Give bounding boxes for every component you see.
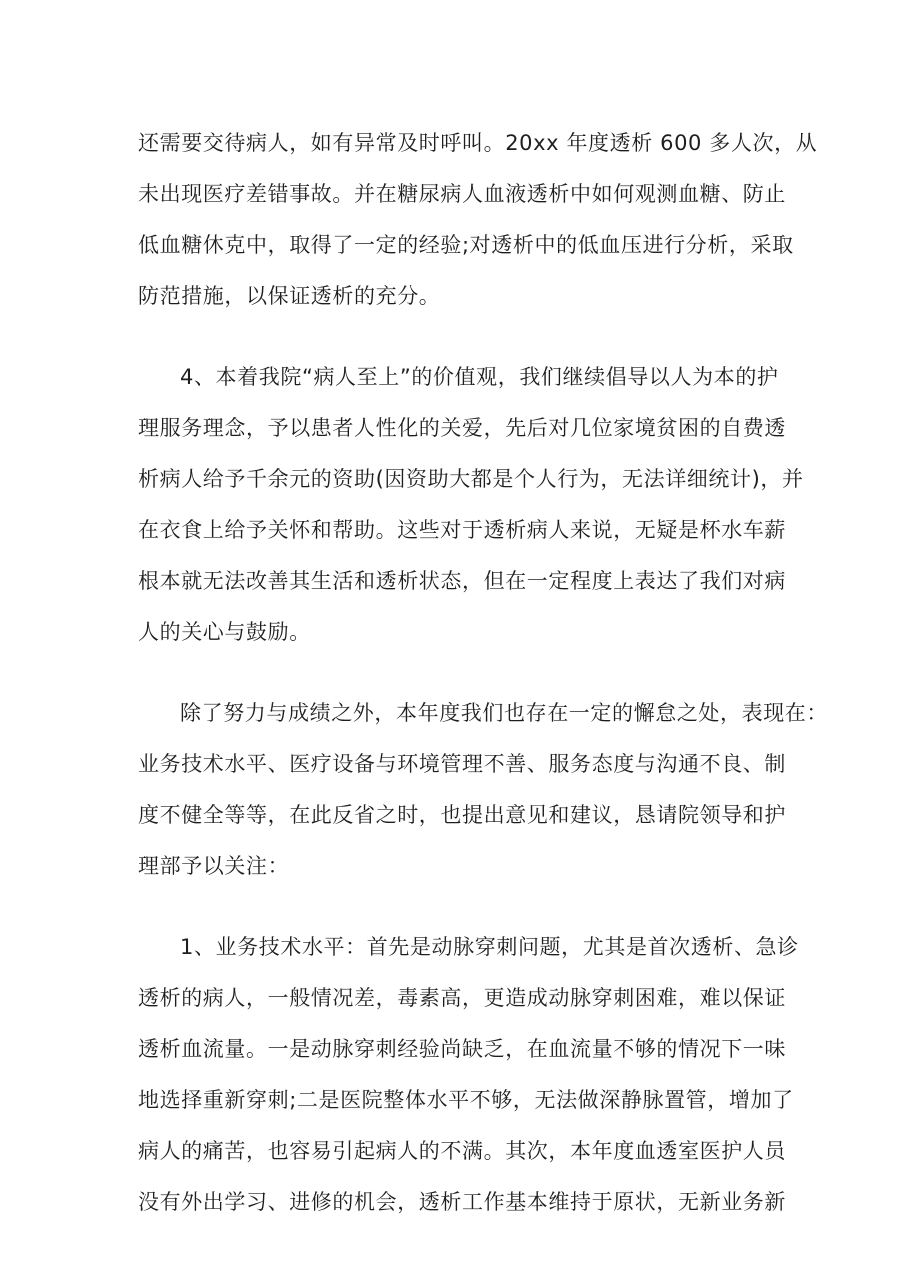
text-line: 低血糖休克中，取得了一定的经验;对透析中的低血压进行分析，采取 [138,233,794,257]
paragraph-4 [138,922,799,1228]
text-line: 1、业务技术水平：首先是动脉穿刺问题，尤其是首次透析、急诊 [180,935,799,959]
text-line: 人的关心与鼓励。 [138,620,311,644]
text-line: 透析血流量。一是动脉穿刺经验尚缺乏，在血流量不够的情况下一味 [138,1037,786,1061]
paragraph-gap [138,892,778,922]
text-line: 地选择重新穿刺;二是医院整体水平不够，无法做深静脉置管，增加了 [138,1088,794,1112]
text-line: 根本就无法改善其生活和透析状态，但在一定程度上表达了我们对病 [138,569,786,593]
text-line: 4、本着我院“病人至上”的价值观，我们继续倡导以人为本的护 [180,365,779,389]
document-body [138,118,828,1228]
text-line: 度不健全等等，在此反省之时，也提出意见和建议，恳请院领导和护 [138,803,786,827]
text-line: 还需要交待病人，如有异常及时呼叫。20xx 年度透析 600 多人次，从 [138,131,818,155]
text-line: 除了努力与成绩之外，本年度我们也存在一定的懈怠之处，表现在： [180,701,828,725]
text-line: 析病人给予千余元的资助(因资助大都是个人行为，无法详细统计)，并 [138,467,804,491]
paragraph-2 [138,352,804,658]
paragraph-gap [138,322,778,352]
text-line: 防范措施，以保证透析的充分。 [138,284,441,308]
paragraph-3 [138,688,828,892]
text-line: 未出现医疗差错事故。并在糖尿病人血液透析中如何观测血糖、防止 [138,182,786,206]
text-line: 业务技术水平、医疗设备与环境管理不善、服务态度与沟通不良、制 [138,752,786,776]
paragraph-1 [138,118,818,322]
text-line: 透析的病人，一般情况差，毒素高，更造成动脉穿刺困难，难以保证 [138,986,786,1010]
text-line: 在衣食上给予关怀和帮助。这些对于透析病人来说，无疑是杯水车薪 [138,518,786,542]
text-line: 理部予以关注： [138,854,290,878]
text-line: 没有外出学习、进修的机会，透析工作基本维持于原状，无新业务新 [138,1190,786,1214]
paragraph-gap [138,658,778,688]
text-line: 理服务理念，予以患者人性化的关爱，先后对几位家境贫困的自费透 [138,416,786,440]
text-line: 病人的痛苦，也容易引起病人的不满。其次，本年度血透室医护人员 [138,1139,786,1163]
